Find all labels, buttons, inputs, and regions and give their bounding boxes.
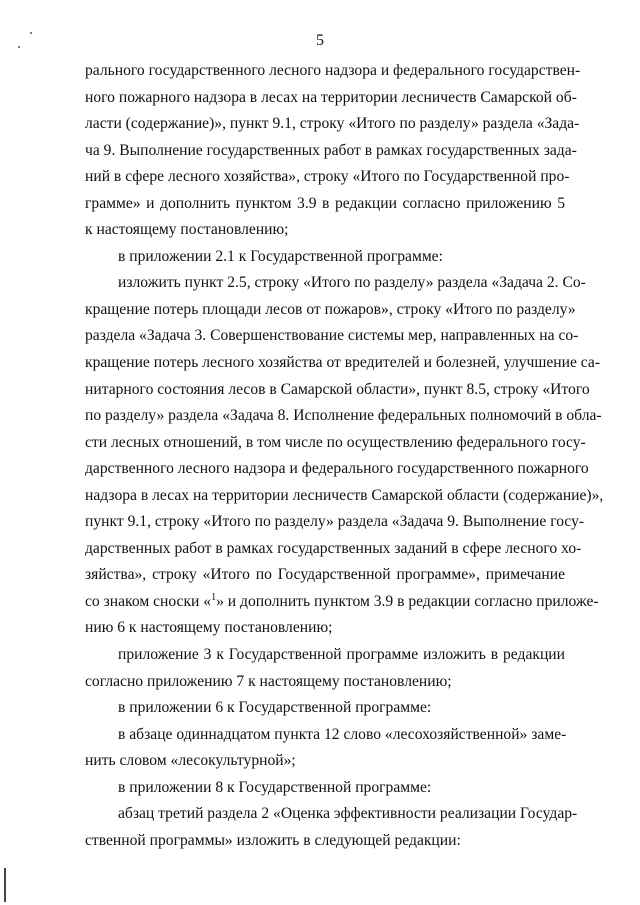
- text-line: кращение потерь лесного хозяйства от вредителей и болезней, улучшение са-: [85, 354, 601, 372]
- text-line: грамме» и дополнить пунктом 3.9 в редакции согласно приложению 5: [85, 194, 565, 212]
- text-line: ча 9. Выполнение государственных работ в рамках государственных зада-: [85, 141, 577, 159]
- text-line: согласно приложению 7 к настоящему постановлению;: [85, 672, 452, 690]
- page-number: 5: [316, 32, 324, 49]
- text-line: изложить пункт 2.5, строку «Итого по разделу» раздела «Задача 2. Со-: [118, 274, 586, 292]
- text-line: в приложении 8 к Государственной программе:: [118, 778, 432, 796]
- text-line: кращение потерь площади лесов от пожаров», строку «Итого по разделу»: [85, 300, 576, 318]
- text-line: дарственного лесного надзора и федерального государственного пожарного: [85, 460, 589, 478]
- text-line: раздела «Задача 3. Совершенствование системы мер, направленных на со-: [85, 327, 579, 345]
- text-line: [85, 589, 599, 616]
- text-line: по разделу» раздела «Задача 8. Исполнение федеральных полномочий в обла-: [85, 407, 602, 425]
- text-line: в приложении 6 к Государственной программе:: [118, 699, 432, 717]
- text-segment: со знаком сноски «: [85, 592, 212, 610]
- text-line: дарственных работ в рамках государственных заданий в сфере лесного хо-: [85, 539, 582, 557]
- text-line: в приложении 2.1 к Государственной программе:: [118, 247, 443, 265]
- text-line: приложение 3 к Государственной программе изложить в редакции: [118, 646, 565, 664]
- text-line: ного пожарного надзора в лесах на территории лесничеств Самарской об-: [85, 88, 577, 106]
- text-line: нить словом «лесокультурной»;: [85, 752, 296, 770]
- text-line: сти лесных отношений, в том числе по осуществлению федерального госу-: [85, 433, 586, 451]
- left-edge-shadow: [4, 868, 6, 902]
- text-line: в абзаце одиннадцатом пункта 12 слово «лесохозяйственной» заме-: [118, 725, 567, 743]
- text-line: ний в сфере лесного хозяйства», строку «Итого по Государственной про-: [85, 168, 570, 186]
- text-segment: » и дополнить пунктом 3.9 в редакции согласно приложе-: [216, 592, 599, 610]
- text-line: ласти (содержание)», пункт 9.1, строку «Итого по разделу» раздела «Зада-: [85, 115, 580, 133]
- text-line: к настоящему постановлению;: [85, 221, 289, 239]
- text-line: нию 6 к настоящему постановлению;: [85, 619, 333, 637]
- text-line: ственной программы» изложить в следующей редакции:: [85, 831, 461, 849]
- footnote-mark: 1: [211, 591, 217, 603]
- text-line: зяйства», строку «Итого по Государственной программе», примечание: [85, 566, 565, 584]
- text-line: пункт 9.1, строку «Итого по разделу» раздела «Задача 9. Выполнение госу-: [85, 513, 585, 531]
- text-line: нитарного состояния лесов в Самарской области», пункт 8.5, строку «Итого: [85, 380, 590, 398]
- text-line: надзора в лесах на территории лесничеств Самарской области (содержание)»,: [85, 486, 604, 504]
- text-line: рального государственного лесного надзора и федерального государствен-: [85, 62, 581, 79]
- text-line: абзац третий раздела 2 «Оценка эффективности реализации Государ-: [118, 805, 578, 823]
- body-text: [85, 58, 604, 854]
